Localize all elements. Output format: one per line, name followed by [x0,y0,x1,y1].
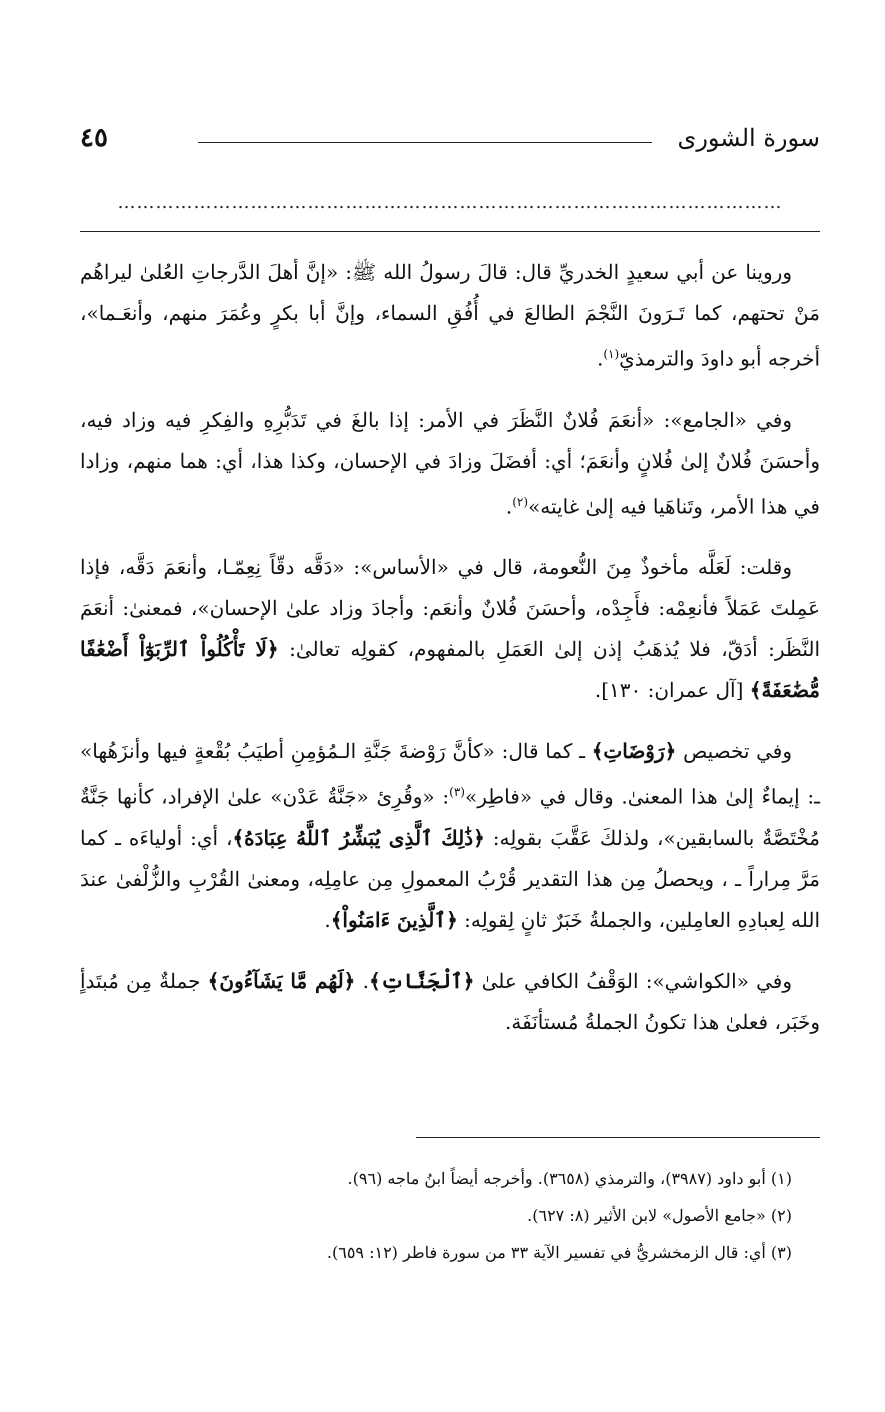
p2-text: وفي «الجامع»: «أنعَمَ فُلانٌ النَّظَرَ في الأمر: إذا بالغَ في تَدَبُّرِهِ والفِكرِ فيه وزاد فيه، وأحسَنَ فُلانٌ إلىٰ فُلانٍ وأنعَمَ؛ أي: أفضَلَ وزادَ في الإحسان، وكذا هذا، أي: هما منهم، وزادا في هذا الأمر، وتَناهَيا فيه إلىٰ غايته» [80,407,820,519]
dotted-separator: …………………………………………………………………………………………… [117,192,783,213]
p4-end: . [324,907,331,932]
p1-end: . [596,346,604,371]
quran-verse-dhalika: ﴿ذَٰلِكَ ٱلَّذِى يُبَشِّرُ ٱللَّهُ عِبَادَهُ﴾ [232,825,485,850]
paragraph-4 [80,731,820,941]
footnote-2: (٢) «جامع الأصول» لابن الأثير (٨: ٦٢٧). [527,1206,792,1225]
verse-reference: [آل عمران: ١٣٠]. [594,678,744,703]
surah-title: سورة الشورى [677,124,820,152]
p4-text-b: ـ كما قال: «كأنَّ رَوْضةَ جَنَّةِ الـمُؤمِنِ أطيَبُ بُقْعةٍ فيها وأنزَهُها» ـ: إيماءٌ إلىٰ هذا المعنىٰ. وقال في «فاطِر» [80,739,820,809]
footnote-rule [416,1137,820,1138]
footnote-ref-3[interactable]: (٣) [449,785,465,800]
p3-text: وقلت: لَعَلَّه مأخوذٌ مِنَ النُّعومة، قال في «الأساس»: «دَقَّه دقّاً نِعِمّـا، وأنعَمَ دَقَّه، فإذا عَمِلتَ عَمَلاً فأنعِمْه: فأَجِدْه، وأحسَنَ فُلانٌ وأنعَم: وأجادَ وزاد علىٰ الإحسان»، فمعنىٰ: أنعَمَ النَّظَر: أدَقّ، فلا يُذهَبُ إذن إلىٰ العَمَلِ بالمفهوم، كقولِه تعالىٰ: [80,555,821,662]
paragraph-1 [80,252,820,380]
page-number: ٤٥ [80,123,108,153]
running-header [80,118,820,158]
p4-text-a: وفي تخصيص [683,739,793,764]
p1-text: وروينا عن أبي سعيدٍ الخدريِّ قال: قالَ رسولُ الله ﷺ: «إنَّ أهلَ الدَّرجاتِ العُلىٰ ليراهُم مَنْ تحتهم، كما تَـرَونَ النَّجْمَ الطالعَ في أُفُقِ السماء، وإنَّ أبا بكرٍ وعُمَرَ منهم، وأنعَـما»، أخرجه أبو داودَ والترمذيّ [80,260,820,371]
paragraph-5 [80,961,820,1043]
text-top-rule [80,231,820,232]
main-text [80,252,820,1063]
footnote-ref-2[interactable]: (٢) [512,494,529,509]
footnote-ref-1[interactable]: (١) [603,347,620,361]
p5-dot: . [362,968,369,993]
footnote-1: (١) أبو داود (٣٩٨٧)، والترمذي (٣٦٥٨). وأخرجه أيضاً ابنُ ماجه (٩٦). [347,1169,792,1188]
quran-verse-lahum: ﴿لَهُم مَّا يَشَآءُونَ﴾ [207,968,356,993]
p4-text-c: : «وقُرِئ «جَنَّةُ عَدْن» علىٰ الإفراد، كأنها جَنَّةٌ مُخْتَصَّةٌ بالسابقين»، ولذلكَ عَقَّبَ بقولِه: [80,784,820,850]
footnote-3: (٣) أي: قال الزمخشريُّ في تفسير الآية ٣٣ من سورة فاطر (١٢: ٦٥٩). [326,1243,792,1262]
footnotes [80,1160,820,1271]
p5-text-a: وفي «الكواشي»: الوَقْفُ الكافي علىٰ [481,968,793,993]
p4-text-d: ، أي: أولياءَه ـ كما مَرَّ مِراراً ـ ، ويحصلُ مِن هذا التقدير قُرْبُ المعمولِ مِن عامِلِه، ومعنىٰ القُرْبِ والزُّلْفىٰ عندَ الله لِعبادِهِ العامِلين، والجملةُ خَبَرٌ ثانٍ لِقولِه: [80,825,820,932]
paragraph-2 [80,400,820,528]
quran-verse-alladhina: ﴿ٱلَّذِينَ ءَامَنُواْ﴾ [330,907,458,932]
p2-end: . [505,494,513,519]
paragraph-3 [80,547,820,711]
quran-word-jannat: ﴿ٱلْجَنَّاتِ﴾ [368,968,475,993]
quran-verse: ﴿لَا تَأْكُلُواْ ٱلرِّبَوٰٓاْ أَضْعَٰفًا مُّضَٰعَفَةً﴾ [80,637,820,703]
header-rule [198,142,652,143]
quran-word-rawdat: ﴿رَوْضَاتِ﴾ [591,739,677,764]
p5-text-c: جملةٌ مِن مُبتَدأٍ وخَبَر، فعلىٰ هذا تكونُ الجملةُ مُستأنَفَة. [80,968,820,1034]
